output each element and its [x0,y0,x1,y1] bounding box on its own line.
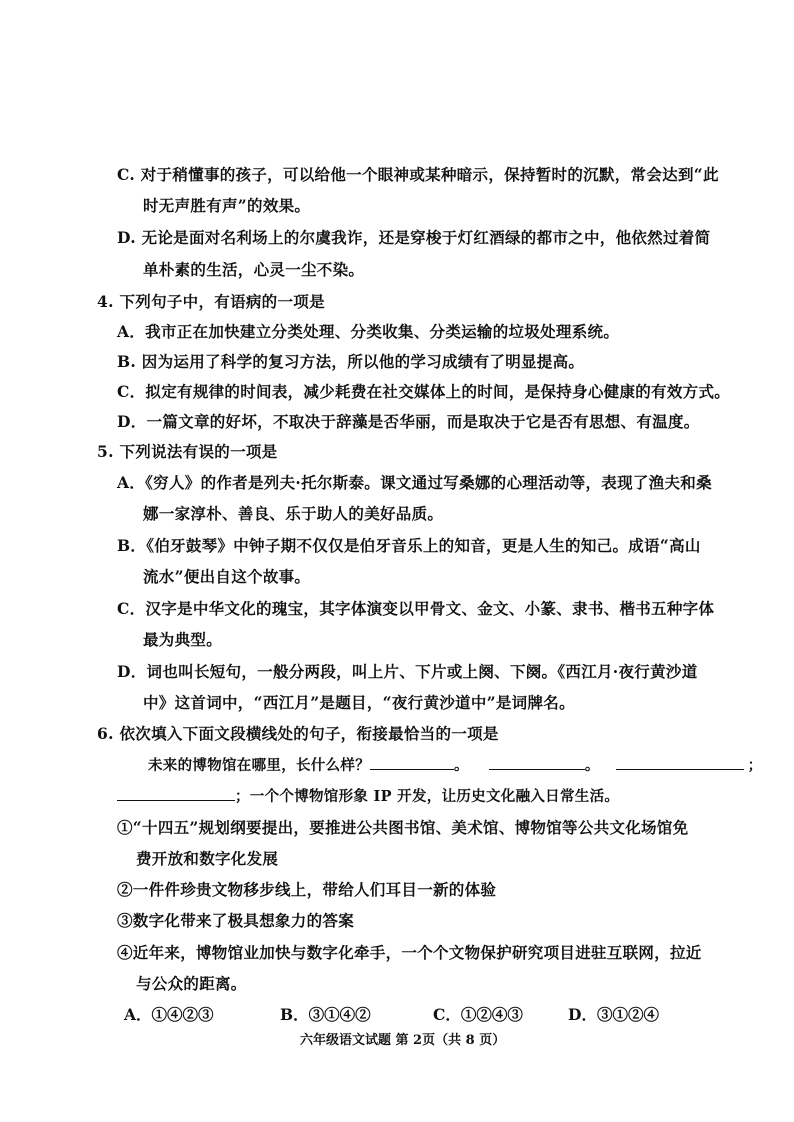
q4-option-d: D．一篇文章的好坏，不取决于辞藻是否华丽，而是取决于它是否有思想、有温度。 [117,412,700,431]
q5-stem: 5. 下列说法有误的一项是 [97,442,278,461]
page-footer: 六年级语文试题 第 2页（共 8 页） [300,1033,506,1048]
q6-item-3: ③数字化带来了极具想象力的答案 [117,911,355,930]
q6-choice-d: D．③①②④ [568,1005,659,1024]
q6-stem: 6. 依次填入下面文段横线处的句子，衔接最恰当的一项是 [97,724,499,743]
q3-option-d-line1: D. 无论是面对名利场上的尔虞我诈，还是穿梭于灯红酒绿的都市之中，他依然过着简 [117,228,711,247]
q6-passage-start: 未来的博物馆在哪里，长什么样？ [148,757,370,774]
q5-option-b-line2: 流水”便出自这个故事。 [143,567,311,586]
q6-choice-a: A．①④②③ [124,1005,214,1024]
q3-option-c-line1: C. 对于稍懂事的孩子，可以给他一个眼神或某种暗示，保持暂时的沉默，常会达到“此 [117,165,719,184]
q4-stem: 4. 下列句子中，有语病的一项是 [97,292,325,311]
q6-passage-line2 [117,785,619,806]
q6-item-1-line1: ①“十四五”规划纲要提出，要推进公共图书馆、美术馆、博物馆等公共文化场馆免 [117,818,689,837]
q6-choice-b: B．③①④② [280,1005,371,1024]
q5-option-a-line2: 娜一家淳朴、善良、乐于助人的美好品质。 [143,504,444,523]
q6-blank-4 [117,786,235,801]
q5-option-a-line1: A．《穷人》的作者是列夫·托尔斯泰。课文通过写桑娜的心理活动等，表现了渔夫和桑 [117,473,712,492]
q3-option-d-line2: 单朴素的生活，心灵一尘不染。 [143,260,365,279]
q6-blank-2 [489,755,585,770]
q6-item-4-line1: ④近年来，博物馆业加快与数字化牵手，一个个文物保护研究项目进驻互联网，拉近 [117,943,702,962]
q6-passage-line1 [148,754,762,775]
q6-passage-end: ；一个个博物馆形象 IP 开发，让历史文化融入日常生活。 [235,788,620,805]
q6-item-2: ②一件件珍贵文物移步线上，带给人们耳目一新的体验 [117,880,497,899]
q6-sep-1: 。 [454,757,469,774]
q6-choice-c: C．①②④③ [433,1005,523,1024]
q3-option-c-line2: 时无声胜有声”的效果。 [143,196,311,215]
q4-option-c: C．拟定有规律的时间表，减少耗费在社交媒体上的时间，是保持身心健康的有效方式。 [117,382,731,401]
q6-blank-3 [616,755,744,770]
q5-option-d-line2: 中》这首词中，“西江月”是题目，“夜行黄沙道中”是词牌名。 [143,693,575,712]
q5-option-b-line1: B．《伯牙鼓琴》中钟子期不仅仅是伯牙音乐上的知音，更是人生的知己。成语“高山 [117,536,701,555]
q4-option-a: A．我市正在加快建立分类处理、分类收集、分类运输的垃圾处理系统。 [117,322,620,341]
q6-sep-3: ； [747,757,763,774]
q6-item-1-line2: 费开放和数字化发展 [136,849,279,868]
q5-option-c-line2: 最为典型。 [143,630,223,649]
q6-blank-1 [370,755,454,770]
q6-sep-2: 。 [584,757,600,774]
q6-item-4-line2: 与公众的距离。 [136,974,247,993]
q4-option-b: B. 因为运用了科学的复习方法，所以他的学习成绩有了明显提高。 [117,352,585,371]
q5-option-d-line1: D．词也叫长短句，一般分两段，叫上片、下片或上阕、下阕。《西江月·夜行黄沙道 [117,662,698,681]
q5-option-c-line1: C．汉字是中华文化的瑰宝，其字体演变以甲骨文、金文、小篆、隶书、楷书五种字体 [117,599,715,618]
